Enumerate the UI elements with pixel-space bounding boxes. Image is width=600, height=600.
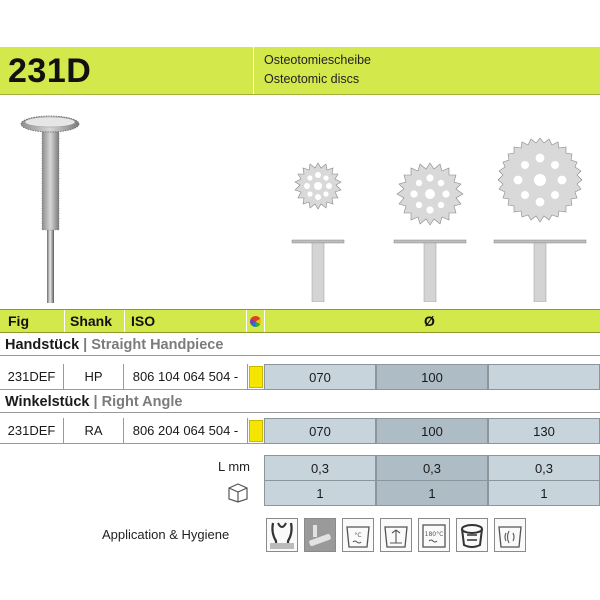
package-cell: 1	[488, 480, 600, 506]
length-label: L mm	[217, 459, 250, 474]
cell-iso: 806 104 064 504 -	[124, 364, 248, 390]
ultrasonic-cleaning-icon	[494, 518, 526, 552]
disc-130-illustration	[492, 134, 588, 302]
package-box-icon	[226, 481, 250, 503]
straight-handpiece-icon	[304, 518, 336, 552]
bur-product-image	[20, 108, 80, 303]
ring-color-marker	[249, 420, 263, 442]
column-header-iso: ISO	[131, 313, 156, 329]
section-straight-handpiece	[0, 334, 600, 356]
column-separator	[264, 310, 265, 332]
table-row	[0, 364, 600, 390]
length-cell: 0,3	[264, 455, 376, 481]
header-divider	[253, 47, 254, 95]
cell-shank: HP	[64, 364, 124, 390]
thermo-disinfector-icon	[418, 518, 450, 552]
disc-070-illustration	[290, 160, 346, 302]
size-cell: 130	[488, 418, 600, 444]
size-cell: 070	[264, 364, 376, 390]
column-separator	[246, 310, 247, 332]
section-title-english: Right Angle	[101, 394, 183, 410]
table-row	[0, 418, 600, 444]
ultrasonic-bath-icon	[380, 518, 412, 552]
column-separator	[64, 310, 65, 332]
disinfection-icon	[342, 518, 374, 552]
size-cell: 100	[376, 364, 488, 390]
length-cell: 0,3	[488, 455, 600, 481]
table-header	[0, 309, 600, 333]
section-right-angle	[0, 391, 600, 413]
product-name-english: Osteotomic discs	[264, 72, 360, 86]
column-header-fig: Fig	[8, 313, 29, 329]
disc-100-illustration	[392, 158, 468, 302]
application-hygiene-label: Application & Hygiene	[102, 527, 230, 542]
svg-text:°C: °C	[354, 532, 362, 539]
svg-text:180°C: 180°C	[424, 531, 444, 538]
column-header-shank: Shank	[70, 313, 113, 329]
cell-iso: 806 204 064 504 -	[124, 418, 248, 444]
cell-shank: RA	[64, 418, 124, 444]
size-cell: 070	[264, 418, 376, 444]
size-cell: 100	[376, 418, 488, 444]
section-title-german: Winkelstück	[5, 394, 90, 410]
header-rule	[0, 94, 600, 95]
column-separator	[124, 310, 125, 332]
product-code: 231D	[8, 52, 92, 90]
size-cell	[488, 364, 600, 390]
color-ring-icon	[250, 316, 261, 327]
section-title-separator: |	[79, 337, 92, 353]
ring-color-marker	[249, 366, 263, 388]
cell-fig: 231DEF	[0, 418, 64, 444]
sterilizer-icon	[456, 518, 488, 552]
length-cell: 0,3	[376, 455, 488, 481]
row-rule	[0, 389, 264, 390]
package-cell: 1	[376, 480, 488, 506]
section-title-german: Handstück	[5, 337, 80, 353]
section-title-separator: |	[89, 394, 102, 410]
column-header-diameter: Ø	[424, 313, 435, 329]
cell-fig: 231DEF	[0, 364, 64, 390]
bone-application-icon	[266, 518, 298, 552]
product-header	[0, 47, 600, 95]
section-title-english: Straight Handpiece	[91, 337, 224, 353]
package-cell: 1	[264, 480, 376, 506]
row-rule	[0, 443, 264, 444]
product-name-german: Osteotomiescheibe	[264, 53, 372, 67]
